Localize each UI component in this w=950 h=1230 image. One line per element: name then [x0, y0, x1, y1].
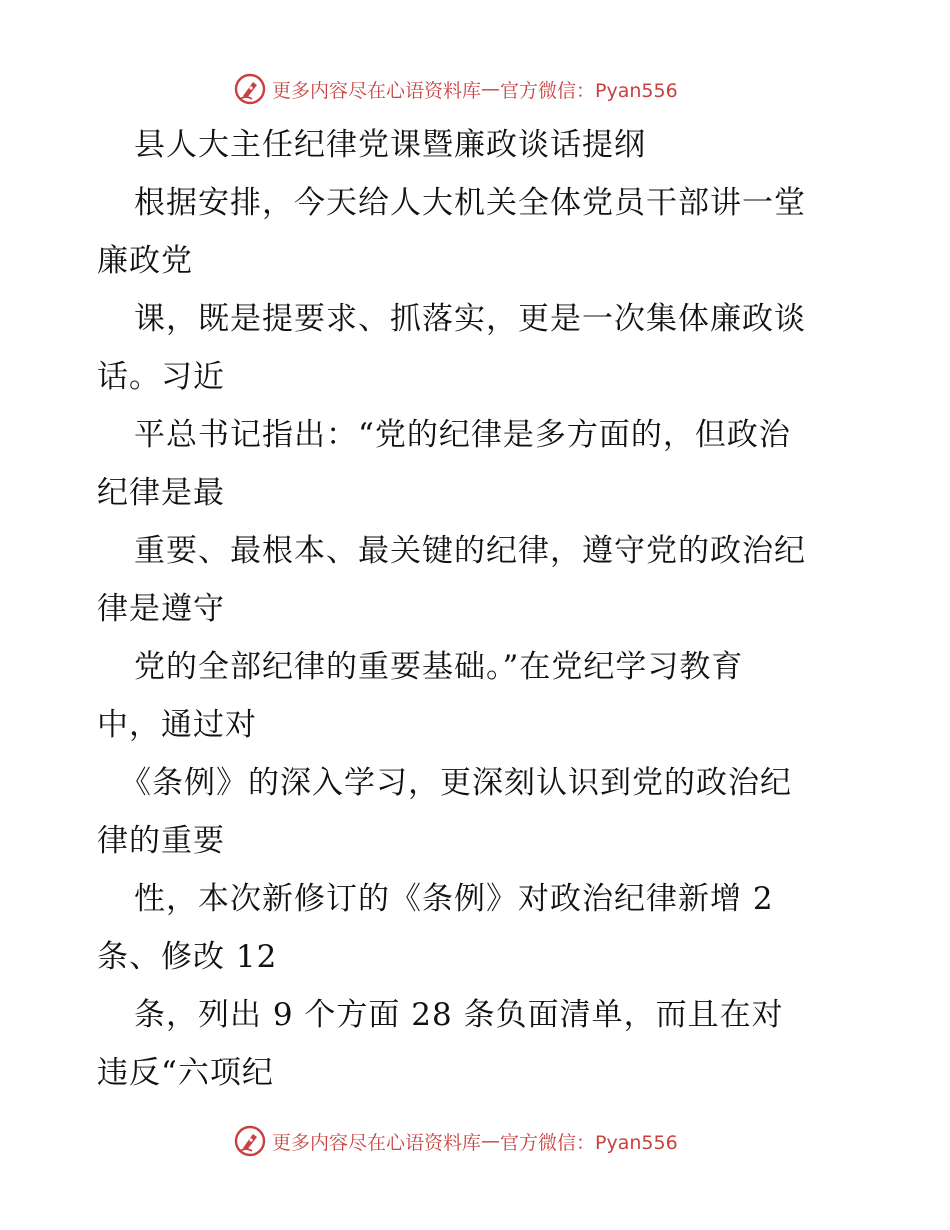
paragraph-line: 重要、最根本、最关键的纪律，遵守党的政治纪 — [134, 533, 806, 569]
paragraph-line: 廉政党 — [97, 243, 193, 279]
paragraph-line: 纪律是最 — [97, 475, 225, 511]
watermark-main-text: 更多内容尽在心语资料库 — [272, 1131, 482, 1154]
paragraph-line: 根据安排，今天给人大机关全体党员干部讲一堂 — [134, 185, 806, 221]
paragraph-line: 课，既是提要求、抓落实，更是一次集体廉政谈 — [134, 301, 806, 337]
pen-nib-logo-icon — [234, 1125, 266, 1157]
paragraph-line: 律的重要 — [97, 823, 225, 859]
watermark-dash: — — [481, 78, 501, 100]
paragraph-line: 平总书记指出：“党的纪律是多方面的，但政治 — [134, 417, 791, 453]
paragraph-line: 违反“六项纪 — [97, 1055, 274, 1091]
paragraph-line: 话。习近 — [97, 359, 225, 395]
watermark-dash: — — [481, 1130, 501, 1152]
footer-watermark — [234, 1124, 754, 1158]
paragraph-line: 《条例》的深入学习，更深刻认识到党的政治纪 — [120, 765, 792, 801]
paragraph-line: 条、修改 12 — [97, 939, 278, 975]
watermark-wechat-text: 官方微信：Pyan556 — [500, 1131, 678, 1154]
header-watermark — [234, 72, 754, 106]
paragraph-line: 律是遵守 — [97, 591, 225, 627]
pen-nib-logo-icon — [234, 73, 266, 105]
document-title: 县人大主任纪律党课暨廉政谈话提纲 — [134, 127, 646, 163]
paragraph-line: 条，列出 9 个方面 28 条负面清单，而且在对 — [134, 997, 784, 1033]
paragraph-line: 党的全部纪律的重要基础。”在党纪学习教育 — [134, 649, 744, 685]
paragraph-line: 性，本次新修订的《条例》对政治纪律新增 2 — [134, 881, 774, 917]
paragraph-line: 中，通过对 — [97, 707, 257, 743]
watermark-main-text: 更多内容尽在心语资料库 — [272, 79, 482, 102]
watermark-wechat-text: 官方微信：Pyan556 — [500, 79, 678, 102]
